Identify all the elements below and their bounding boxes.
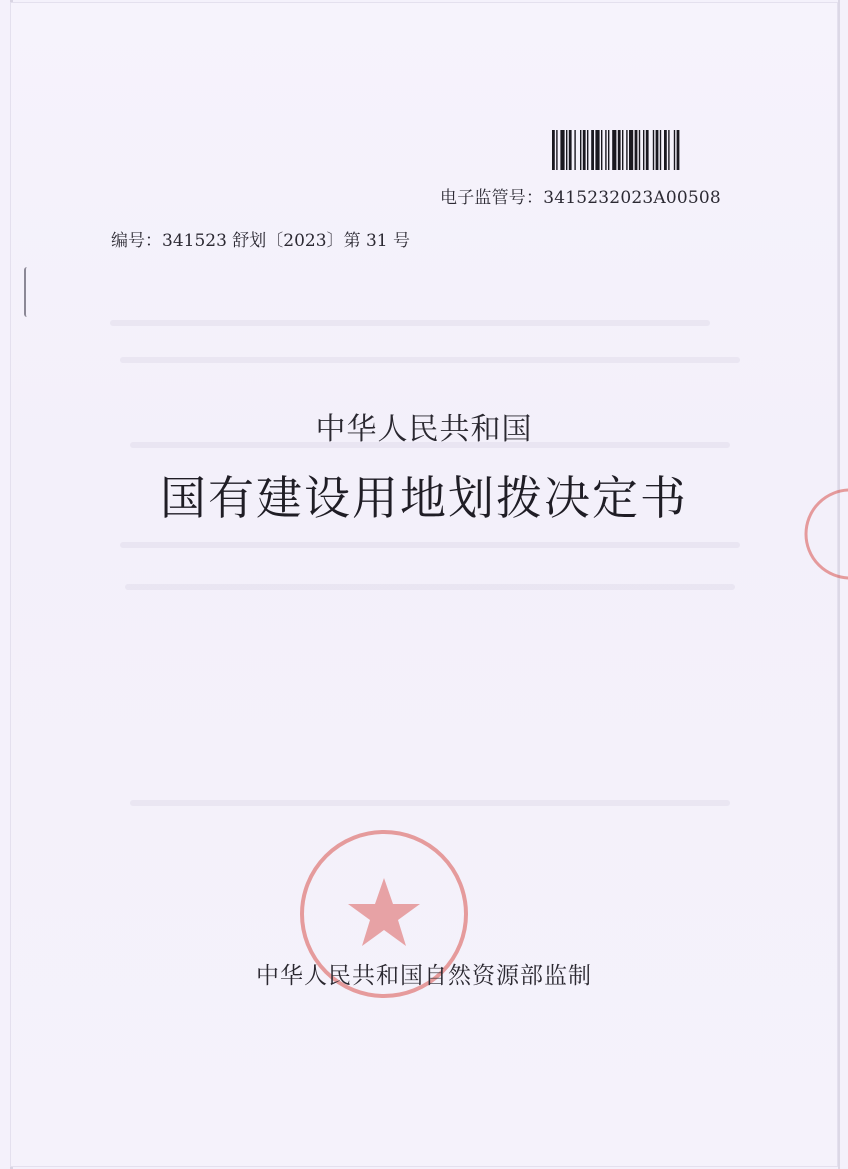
binder-clip <box>24 267 31 317</box>
barcode-bar <box>635 130 638 170</box>
barcode-bar <box>569 130 572 170</box>
barcode-bar <box>574 130 575 170</box>
supervision-number-label: 电子监管号： <box>440 188 544 208</box>
barcode-bar <box>668 130 669 170</box>
barcode-bar <box>664 130 667 170</box>
barcode <box>552 130 728 170</box>
barcode-bar <box>622 130 623 170</box>
bleed-through-line <box>125 584 735 590</box>
barcode-bar <box>646 130 649 170</box>
barcode-bar <box>605 130 606 170</box>
barcode-bar <box>583 130 586 170</box>
barcode-bar <box>618 130 621 170</box>
barcode-bar <box>677 130 680 170</box>
barcode-bar <box>591 130 594 170</box>
barcode-bar <box>656 130 659 170</box>
supervision-number-line <box>440 183 721 208</box>
barcode-bar <box>595 130 599 170</box>
barcode-bar <box>587 130 588 170</box>
barcode-bar <box>643 130 644 170</box>
issuer-footer: 中华人民共和国自然资源部监制 <box>256 963 592 989</box>
barcode-bar <box>626 130 627 170</box>
country-title: 中华人民共和国 <box>315 412 533 447</box>
document-number-value: 341523 舒划〔2023〕第 31 号 <box>162 231 411 251</box>
document-title: 国有建设用地划拨决定书 <box>160 471 688 525</box>
barcode-bar <box>612 130 616 170</box>
barcode-bar <box>580 130 581 170</box>
barcode-bar <box>556 130 557 170</box>
page-edge-right <box>838 0 840 1169</box>
barcode-bar <box>674 130 675 170</box>
bleed-through-line <box>120 542 740 548</box>
document-number-line <box>111 226 410 251</box>
bleed-through-line <box>120 357 740 363</box>
barcode-bar <box>552 130 555 170</box>
bleed-through-line <box>130 800 730 806</box>
document-number-label: 编号： <box>111 231 162 251</box>
barcode-bar <box>629 130 633 170</box>
barcode-bar <box>653 130 654 170</box>
bleed-through-line <box>110 320 710 326</box>
partial-seal-edge <box>800 484 848 584</box>
star-icon <box>348 878 420 946</box>
barcode-bar <box>608 130 609 170</box>
barcode-bar <box>560 130 564 170</box>
barcode-bar <box>639 130 640 170</box>
barcode-bar <box>601 130 602 170</box>
supervision-number-value: 3415232023A00508 <box>543 188 721 208</box>
barcode-bar <box>660 130 661 170</box>
barcode-bar <box>566 130 567 170</box>
